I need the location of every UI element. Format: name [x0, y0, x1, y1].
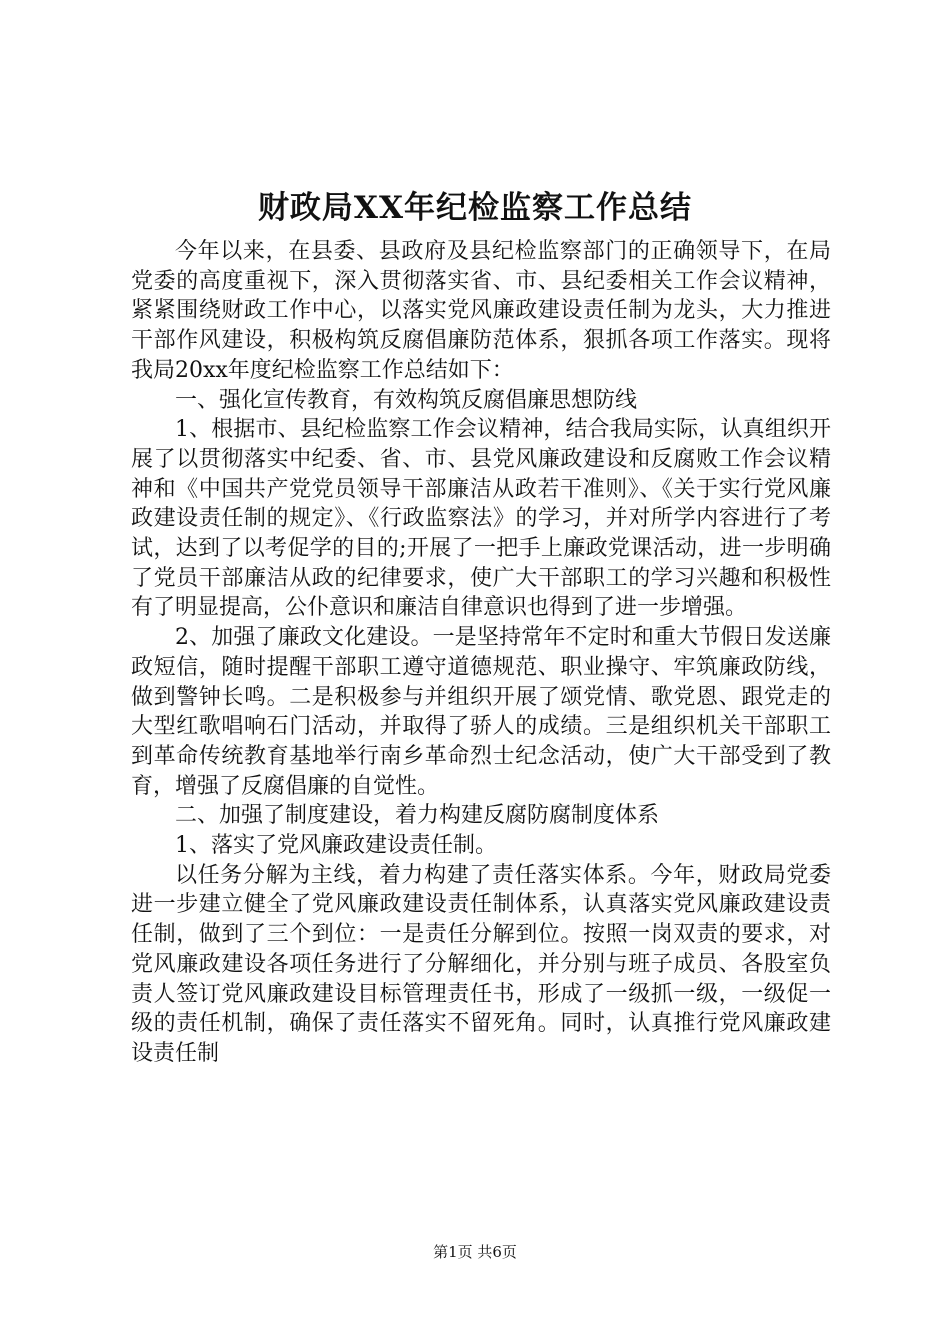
document-body	[131, 237, 831, 1069]
paragraph-2-1: 以任务分解为主线，着力构建了责任落实体系。今年，财政局党委进一步建立健全了党风廉政建设责任制体系，认真落实党风廉政建设责任制，做到了三个到位：一是责任分解到位。按照一岗双责的要求，对党风廉政建设各项任务进行了分解细化，并分别与班子成员、各股室负责人签订党风廉政建设目标管理责任书，形成了一级抓一级，一级促一级的责任机制，确保了责任落实不留死角。同时，认真推行党风廉政建设责任制	[131, 862, 831, 1066]
subheading-2-1: 1、落实了党风廉政建设责任制。	[175, 833, 497, 859]
paragraph-intro: 今年以来，在县委、县政府及县纪检监察部门的正确领导下，在局党委的高度重视下，深入贯彻落实省、市、县纪委相关工作会议精神，紧紧围绕财政工作中心，以落实党风廉政建设责任制为龙头，大力推进干部作风建设，积极构筑反腐倡廉防范体系，狠抓各项工作落实。现将我局20xx年度纪检监察工作总结如下：	[131, 239, 831, 383]
section-heading-1: 一、强化宣传教育，有效构筑反腐倡廉思想防线	[175, 387, 638, 413]
paragraph-1-1: 1、根据市、县纪检监察工作会议精神，结合我局实际，认真组织开展了以贯彻落实中纪委、省、市、县党风廉政建设和反腐败工作会议精神和《中国共产党党员领导干部廉洁从政若干准则》、《关于实行党风廉政建设责任制的规定》、《行政监察法》的学习，并对所学内容进行了考试，达到了以考促学的目的;开展了一把手上廉政党课活动，进一步明确了党员干部廉洁从政的纪律要求，使广大干部职工的学习兴趣和积极性有了明显提高，公仆意识和廉洁自律意识也得到了进一步增强。	[131, 417, 831, 621]
document-title: 财政局XX年纪检监察工作总结	[257, 190, 693, 226]
section-heading-2: 二、加强了制度建设，着力构建反腐防腐制度体系	[175, 803, 660, 829]
paragraph-1-2: 2、加强了廉政文化建设。一是坚持常年不定时和重大节假日发送廉政短信，随时提醒干部职工遵守道德规范、职业操守、牢筑廉政防线，做到警钟长鸣。二是积极参与并组织开展了颂党情、歌党恩、跟党走的大型红歌唱响石门活动，并取得了骄人的成绩。三是组织机关干部职工到革命传统教育基地举行南乡革命烈士纪念活动，使广大干部受到了教育，增强了反腐倡廉的自觉性。	[131, 625, 831, 799]
page-number: 第1页 共6页	[433, 1243, 517, 1261]
